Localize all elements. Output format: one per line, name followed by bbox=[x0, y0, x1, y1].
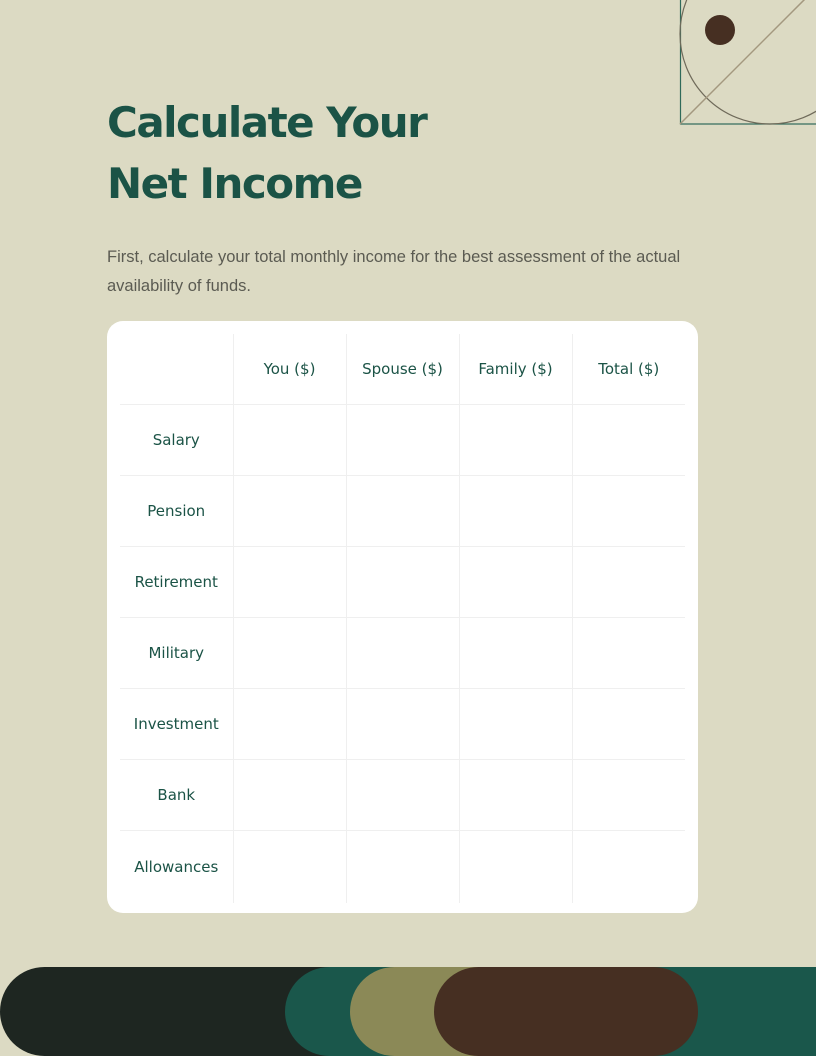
row-label-military: Military bbox=[120, 618, 233, 689]
header-cell-empty bbox=[120, 334, 233, 405]
header-cell-family: Family ($) bbox=[459, 334, 572, 405]
header-cell-spouse: Spouse ($) bbox=[346, 334, 459, 405]
row-label-allowances: Allowances bbox=[134, 858, 219, 876]
cell-allowances-spouse[interactable] bbox=[346, 831, 459, 904]
row-label-pension: Pension bbox=[120, 476, 233, 547]
cell-investment-family[interactable] bbox=[459, 689, 572, 760]
intro-paragraph: First, calculate your total monthly income for the best assessment of the actual availability of funds. bbox=[107, 248, 681, 295]
cell-military-you[interactable] bbox=[233, 618, 346, 689]
cell-retirement-family[interactable] bbox=[459, 547, 572, 618]
cell-retirement-you[interactable] bbox=[233, 547, 346, 618]
decor-pill-brown bbox=[434, 967, 698, 1056]
cell-salary-total[interactable] bbox=[572, 405, 685, 476]
cell-pension-you[interactable] bbox=[233, 476, 346, 547]
decor-dot bbox=[705, 15, 735, 45]
cell-salary-spouse[interactable] bbox=[346, 405, 459, 476]
cell-allowances-you[interactable] bbox=[233, 831, 346, 904]
cell-bank-family[interactable] bbox=[459, 760, 572, 831]
cell-pension-family[interactable] bbox=[459, 476, 572, 547]
decor-diagonal-line bbox=[680, 0, 816, 124]
cell-retirement-total[interactable] bbox=[572, 547, 685, 618]
cell-investment-spouse[interactable] bbox=[346, 689, 459, 760]
table-row-bank bbox=[120, 760, 685, 831]
cell-retirement-spouse[interactable] bbox=[346, 547, 459, 618]
header-cell-you: You ($) bbox=[233, 334, 346, 405]
table-row-salary bbox=[120, 405, 685, 476]
table-row-military bbox=[120, 618, 685, 689]
decor-square-outline bbox=[681, 0, 816, 124]
income-table-card bbox=[107, 321, 698, 913]
cell-military-spouse[interactable] bbox=[346, 618, 459, 689]
cell-bank-you[interactable] bbox=[233, 760, 346, 831]
table-row-allowances bbox=[120, 831, 685, 904]
header-cell-total: Total ($) bbox=[572, 334, 685, 405]
row-label-bank: Bank bbox=[120, 760, 233, 831]
cell-military-family[interactable] bbox=[459, 618, 572, 689]
table-row-retirement bbox=[120, 547, 685, 618]
cell-allowances-family[interactable] bbox=[459, 831, 572, 904]
cell-salary-family[interactable] bbox=[459, 405, 572, 476]
cell-pension-total[interactable] bbox=[572, 476, 685, 547]
table-row-pension bbox=[120, 476, 685, 547]
table-header-row bbox=[120, 334, 685, 405]
page-title-line-2: Net Income bbox=[107, 159, 362, 208]
cell-military-total[interactable] bbox=[572, 618, 685, 689]
cell-pension-spouse[interactable] bbox=[346, 476, 459, 547]
cell-salary-you[interactable] bbox=[233, 405, 346, 476]
cell-investment-total[interactable] bbox=[572, 689, 685, 760]
page-title-line-1: Calculate Your bbox=[107, 98, 427, 147]
cell-investment-you[interactable] bbox=[233, 689, 346, 760]
row-label-salary: Salary bbox=[120, 405, 233, 476]
row-label-investment: Investment bbox=[120, 689, 233, 760]
cell-bank-spouse[interactable] bbox=[346, 760, 459, 831]
income-table bbox=[120, 334, 685, 903]
decor-circle-outline bbox=[680, 0, 816, 124]
table-row-investment bbox=[120, 689, 685, 760]
row-label-retirement: Retirement bbox=[120, 547, 233, 618]
cell-allowances-total[interactable] bbox=[572, 831, 685, 904]
page-title bbox=[107, 92, 667, 214]
cell-bank-total[interactable] bbox=[572, 760, 685, 831]
